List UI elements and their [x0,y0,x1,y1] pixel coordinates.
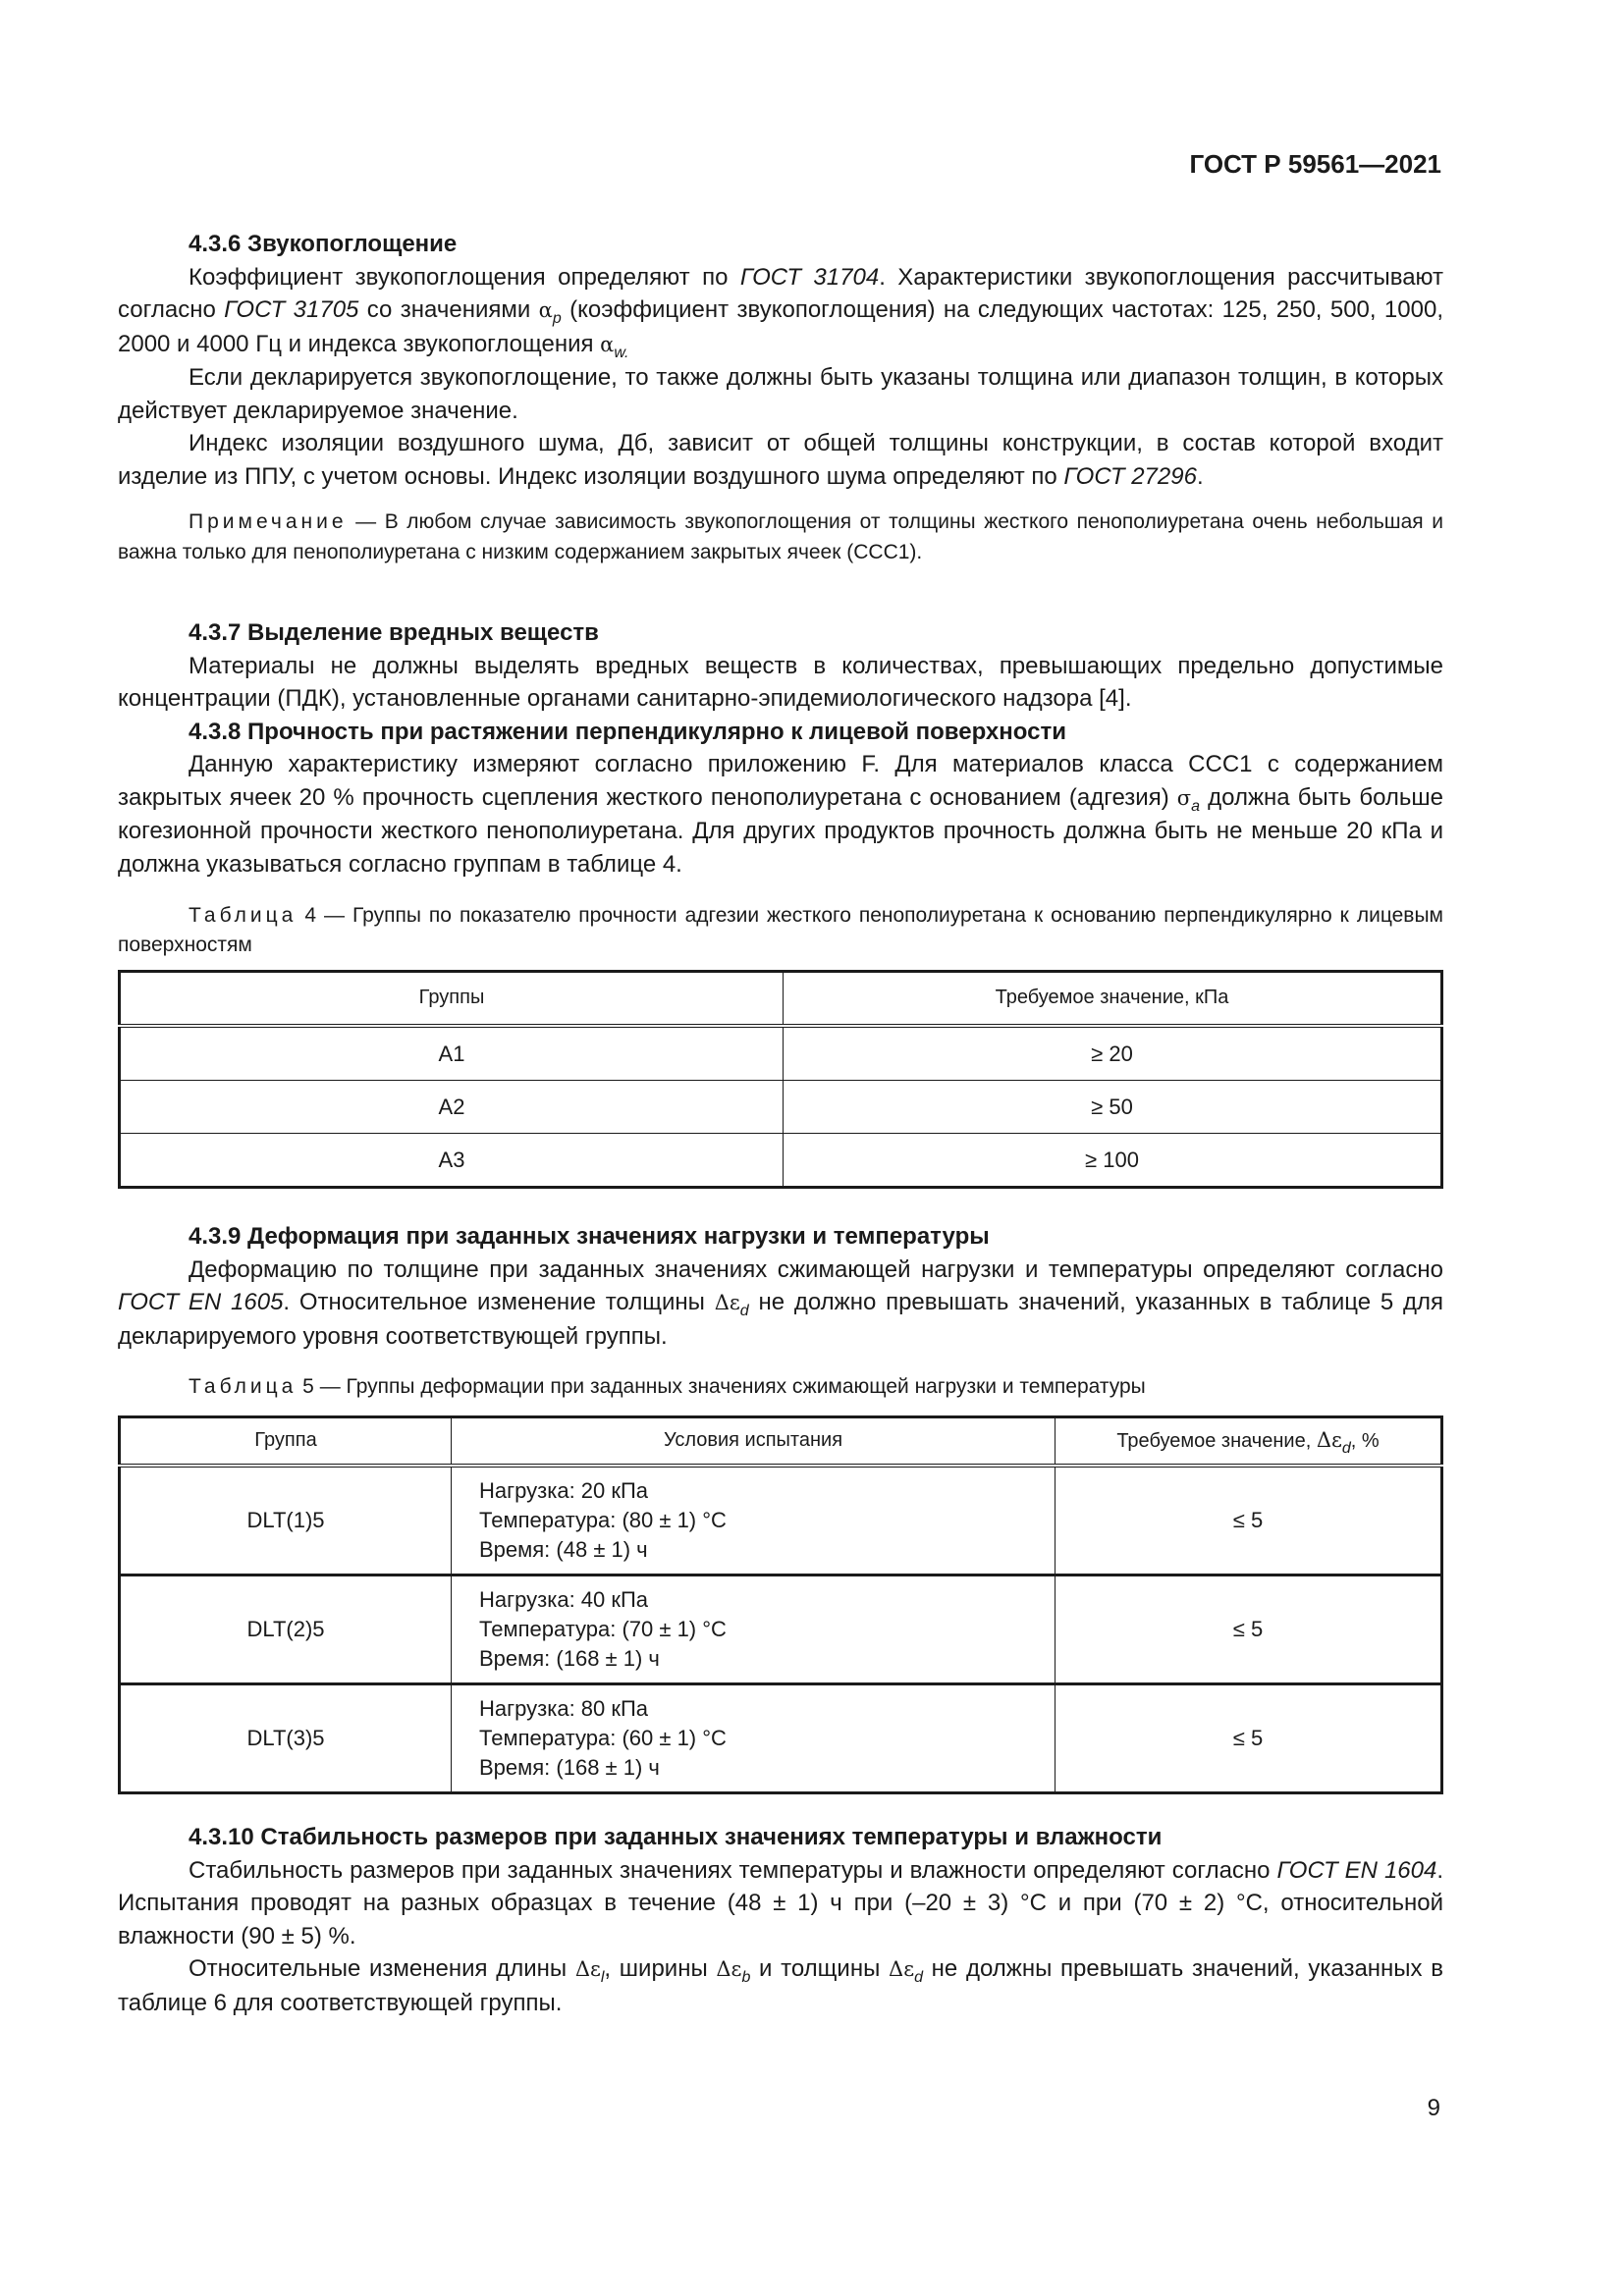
document-id: ГОСТ Р 59561—2021 [1189,149,1441,179]
column-header: Требуемое значение, кПа [784,972,1442,1027]
table-row: DLT(3)5 Нагрузка: 80 кПа Температура: (60 ± 1) °С Время: (168 ± 1) ч ≤ 5 [120,1684,1442,1793]
table-4 [118,970,1443,1189]
table-row: A1 ≥ 20 [120,1026,1442,1081]
paragraph: Материалы не должны выделять вредных веществ в количествах, превышающих предельно допустимые концентрации (ПДК), установленные органами санитарно-эпидемиологического надзора [4]. [118,652,1443,712]
table-row: DLT(1)5 Нагрузка: 20 кПа Температура: (80 ± 1) °С Время: (48 ± 1) ч ≤ 5 [120,1466,1442,1575]
page-number: 9 [1427,2095,1440,2121]
paragraph: Коэффициент звукопоглощения определяют по ГОСТ 31704. Характеристики звукопоглощения рассчитывают согласно ГОСТ 31705 со значениями $\alpha_p$ (коэффициент звукопоглощения) на следующих частотах: 125, 250, 500, 1000, 2000 и 4000 Гц и индекса звукопоглощения $\alpha_{w.}$ [118,263,1444,361]
table-4-block [118,901,1443,1189]
paragraph: Если декларируется звукопоглощение, то также должны быть указаны толщина или диапазон толщин, в которых действует декларируемое значение. [118,364,1443,424]
section-4-3-9 [118,1220,1443,1353]
column-header: Группы [120,972,784,1027]
table-5-block [118,1372,1443,1794]
paragraph: Деформацию по толщине при заданных значениях сжимающей нагрузки и температуры определяют согласно ГОСТ EN 1605. Относительное изменение толщины $\Delta\varepsilon_d$ не должно превышать значений, указанных в таблице 5 для декларируемого уровня соответствующей группы. [118,1255,1444,1350]
section-4-3-7 [118,616,1443,881]
table-row: A2 ≥ 50 [120,1081,1442,1134]
table-row: DLT(2)5 Нагрузка: 40 кПа Температура: (70 ± 1) °С Время: (168 ± 1) ч ≤ 5 [120,1575,1442,1684]
note: Примечание — В любом случае зависимость звукопоглощения от толщины жесткого пенополиуретана очень небольшая и важна только для пенополиуретана с низким содержанием закрытых ячеек (ССС1). [118,510,1443,563]
table-5 [118,1415,1443,1794]
column-header: Группа [120,1417,452,1467]
section-4-3-10 [118,1821,1443,2019]
column-header: Условия испытания [452,1417,1056,1467]
table-row: A3 ≥ 100 [120,1134,1442,1188]
section-heading: 4.3.10 Стабильность размеров при заданных значениях температуры и влажности [189,1824,1163,1850]
paragraph: Данную характеристику измеряют согласно приложению F. Для материалов класса ССС1 с содержанием закрытых ячеек 20 % прочность сцепления жесткого пенополиуретана с основанием (адгезия) $\sigma_a$ должна быть больше когезионной прочности жесткого пенополиуретана. Для других продуктов прочность должна быть не меньше 20 кПа и должна указываться согласно группам в таблице 4. [118,751,1444,878]
paragraph: Относительные изменения длины $\Delta\varepsilon_l$, ширины $\Delta\varepsilon_b$ и толщины $\Delta\varepsilon_d$ не должны превышать значений, указанных в таблице 6 для соответствующей группы. [118,1955,1443,2016]
section-4-3-6 [118,228,1443,567]
column-header: Требуемое значение, $\Delta\varepsilon_d$, % [1056,1417,1442,1467]
paragraph: Стабильность размеров при заданных значениях температуры и влажности определяют согласно ГОСТ EN 1604. Испытания проводят на разных образцах в течение (48 ± 1) ч при (–20 ± 3) °С и при (70 ± 2) °С, относительной влажности (90 ± 5) %. [118,1856,1444,1949]
section-heading: 4.3.8 Прочность при растяжении перпендикулярно к лицевой поверхности [189,718,1066,745]
table-caption: Таблица 5 — Группы деформации при заданных значениях сжимающей нагрузки и температуры [189,1375,1146,1398]
table-caption: Таблица 4 — Группы по показателю прочности адгезии жесткого пенополиуретана к основанию перпендикулярно к лицевым поверхностям [118,904,1443,956]
section-heading: 4.3.9 Деформация при заданных значениях нагрузки и температуры [189,1223,990,1250]
section-heading: 4.3.7 Выделение вредных веществ [189,619,599,646]
section-heading: 4.3.6 Звукопоглощение [189,231,458,257]
paragraph: Индекс изоляции воздушного шума, Дб, зависит от общей толщины конструкции, в состав которой входит изделие из ППУ, с учетом основы. Индекс изоляции воздушного шума определяют по ГОСТ 27296. [118,430,1443,490]
